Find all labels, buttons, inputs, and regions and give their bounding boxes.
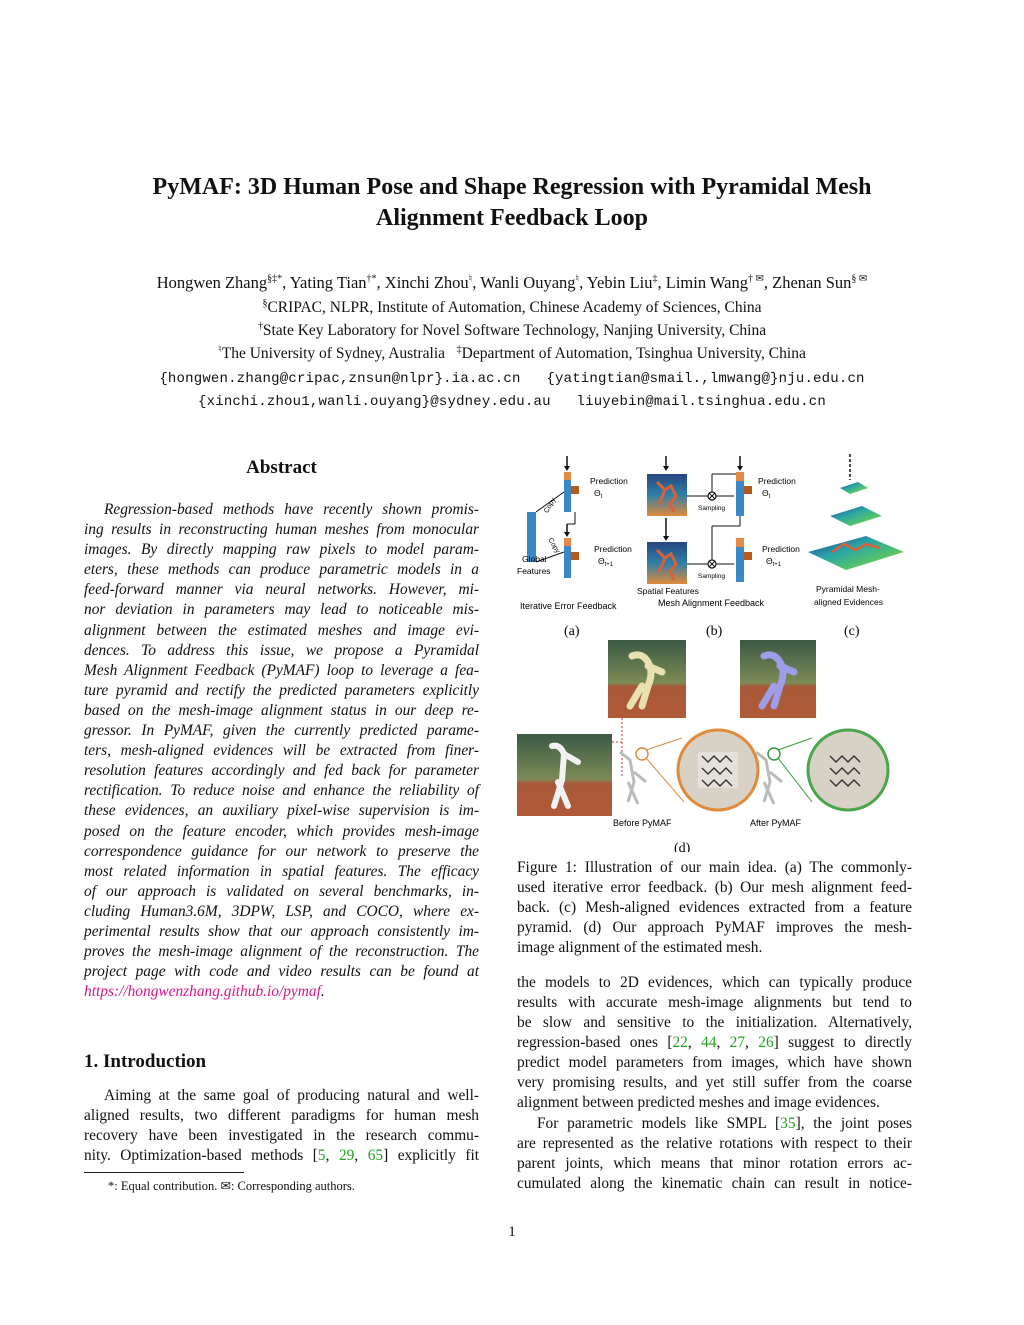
text-line: ture pyramid and rectify the predicted parameters explicitly	[84, 681, 479, 699]
text-line: resolution features accordingly and fed back for parameter	[84, 762, 479, 780]
mesh-alignment-label: Mesh Alignment Feedback	[658, 598, 765, 608]
affiliation-text: The University of Sydney, Australia	[221, 345, 446, 362]
text-line: perimental results show that our approach consistently im-	[84, 922, 479, 940]
text-line: pyramid. (d) Our approach PyMAF improves the mesh-	[517, 919, 912, 937]
author-name: Hongwen Zhang	[156, 273, 268, 292]
text-line: ters, mesh-aligned evidences will be extracted from finer-	[84, 742, 479, 760]
arrow-head	[564, 466, 570, 471]
text-line: very promising results, and yet still suffer from the coarse	[517, 1074, 912, 1092]
text-run: ] explicitly fit	[383, 1147, 479, 1164]
text-line: images. By directly mapping raw pixels to model param-	[84, 541, 479, 559]
text-line: rectification. To reduce noise and enhance the reliability of	[84, 782, 479, 800]
affiliation-sup: ‡	[456, 343, 462, 355]
text-line: gressor. In PyMAF, given the currently predicted parame-	[84, 722, 479, 740]
text-line: eters, these methods can produce parametric models in a	[84, 561, 479, 579]
right-paragraph-1	[517, 973, 912, 1033]
text-line: alignment between predicted meshes and image evidences.	[517, 1094, 880, 1112]
author-name: Wanli Ouyang	[480, 273, 576, 292]
citation-link[interactable]: 22	[672, 1034, 688, 1051]
text-line: based on the mesh-image alignment status in our deep re-	[84, 701, 479, 719]
text-line: dences. To address this issue, we propose a Pyramidal	[84, 641, 479, 659]
text-line: these evidences, an auxiliary pixel-wise supervision is im-	[84, 802, 479, 820]
sampling-label: Sampling	[698, 505, 726, 512]
panel-b	[637, 456, 800, 639]
email-text: liuyebin@mail.tsinghua.edu.cn	[576, 394, 826, 410]
email-line-2	[40, 391, 984, 414]
pyramid-level-2	[830, 506, 882, 526]
text-line: Mesh Alignment Feedback (PyMAF) loop to leverage a fea-	[84, 661, 479, 679]
intro-heading-wrap	[84, 1051, 479, 1073]
figure-1	[512, 452, 932, 852]
panel-a	[517, 456, 632, 639]
abstract-heading-wrap	[84, 457, 479, 479]
author-name: Limin Wang	[665, 273, 748, 292]
intro-body	[84, 1086, 479, 1146]
subfig-d-label: (d)	[674, 841, 691, 852]
theta-label: $\Theta_{t+1}$	[766, 556, 782, 568]
panel-d	[517, 640, 888, 852]
text-line: of our approach is validated on several benchmarks, in-	[84, 882, 479, 900]
text-line: feed-forward manner via neural networks. However, mi-	[84, 581, 479, 599]
subfig-c-label: (c)	[844, 624, 860, 639]
citation-link[interactable]: 26	[758, 1034, 774, 1051]
text-line: correspondence guidance for our network to preserve the	[84, 842, 479, 860]
spatial-feature-map	[647, 542, 687, 584]
figure-caption	[517, 858, 912, 958]
theta-label: $\Theta_{t+1}$	[598, 556, 614, 568]
zoom-circle-after	[808, 730, 888, 810]
text-line: parent joints, which means that minor rotation errors ac-	[517, 1155, 912, 1173]
author-sup: ♮	[468, 273, 473, 285]
affiliation-text: Department of Automation, Tsinghua University, China	[461, 345, 806, 362]
right-paragraph-1-rest	[517, 1053, 912, 1113]
subfig-a-label: (a)	[564, 624, 580, 639]
project-link[interactable]: https://hongwenzhang.github.io/pymaf	[84, 983, 321, 1001]
author-name: Zhenan Sun	[772, 273, 852, 292]
text-run: ], the joint poses	[795, 1115, 912, 1132]
text-line: the models to 2D evidences, which can typically produce	[517, 974, 912, 991]
mesh-wireframe	[756, 752, 782, 804]
theta-box	[744, 552, 752, 560]
text-run: For parametric models like SMPL [	[537, 1115, 781, 1132]
theta-box	[571, 552, 579, 560]
affiliation-1	[40, 296, 984, 319]
iterative-label: Iterative Error Feedback	[520, 601, 617, 611]
copy-label: Copy	[543, 496, 558, 515]
affiliation-text: CRIPAC, NLPR, Institute of Automation, Chinese Academy of Sciences, China	[267, 299, 762, 316]
citation-link[interactable]: 35	[780, 1115, 796, 1132]
author-list: Hongwen Zhang§‡*, Yating Tian†*, Xinchi Zhou♮, Wanli Ouyang♮, Yebin Liu‡, Limin Wang† ✉, Zhenan Sun§ ✉	[156, 273, 868, 292]
author-sup: §‡*	[267, 273, 283, 285]
text-line: used iterative error feedback. (b) Our mesh alignment feed-	[517, 879, 912, 897]
affiliation-sup: †	[257, 320, 263, 332]
title-line-2: Alignment Feedback Loop	[375, 205, 648, 231]
author-sup: † ✉	[747, 273, 764, 285]
text-line: predict model parameters from images, which have shown	[517, 1054, 912, 1071]
pyramid-level-3	[808, 536, 904, 570]
paper-title	[100, 172, 924, 234]
citation-link[interactable]: 29	[338, 1147, 355, 1164]
abstract-body	[84, 500, 479, 1002]
text-line: aligned results, two different paradigms for human mesh	[84, 1107, 479, 1125]
right-p2-first-line	[517, 1114, 912, 1134]
right-p1-citation-line: regression-based ones [22, 44, 27, 26] suggest to directly	[517, 1034, 912, 1051]
global-features-label: Global	[522, 554, 547, 564]
prediction-label: Prediction	[594, 544, 632, 554]
pyramid-level-1	[840, 482, 868, 494]
affiliation-2	[40, 319, 984, 342]
prediction-label: Prediction	[758, 476, 796, 486]
affiliation-text: State Key Laboratory for Novel Software Technology, Nanjing University, China	[262, 322, 767, 339]
prediction-label: Prediction	[762, 544, 800, 554]
author-name: Xinchi Zhou	[384, 273, 469, 292]
text-line: image alignment of the estimated mesh.	[517, 939, 763, 957]
author-sup: ‡	[652, 273, 658, 285]
author-sup: ♮	[575, 273, 580, 285]
text-line: alignment between the estimated meshes and image evi-	[84, 621, 479, 639]
theta-box	[571, 486, 579, 494]
global-features-label: Features	[517, 566, 551, 576]
after-label: After PyMAF	[750, 818, 802, 828]
prediction-label: Prediction	[590, 476, 628, 486]
text-line: project page with code and video results can be found at	[84, 963, 479, 981]
citation-link[interactable]: 5	[317, 1147, 326, 1164]
section-heading: 1. Introduction	[84, 1051, 207, 1072]
text-line: recovery have been investigated in the research commu-	[84, 1127, 479, 1145]
text-line: proves the mesh-image alignment of the reconstruction. The	[84, 943, 479, 961]
citation-link[interactable]: 44	[701, 1034, 717, 1051]
after-image	[740, 640, 816, 718]
pyramidal-label: Pyramidal Mesh-	[816, 584, 880, 594]
before-label: Before PyMAF	[613, 818, 672, 828]
author-sup: § ✉	[851, 273, 868, 285]
feature-bar-top	[564, 472, 571, 480]
email-text: {hongwen.zhang@cripac,znsun@nlpr}.ia.ac.cn	[159, 371, 521, 387]
page-number: 1	[508, 1224, 516, 1240]
theta-label: $\Theta_t$	[762, 488, 771, 500]
email-text: {yatingtian@smail.,lmwang@}nju.edu.cn	[546, 371, 865, 387]
affiliation-sup: §	[262, 297, 268, 309]
text-line: ing results in reconstructing human meshes from monocular	[84, 521, 479, 539]
author-name: Yebin Liu	[586, 273, 653, 292]
citation-link[interactable]: 65	[367, 1147, 384, 1164]
text-line: Figure 1: Illustration of our main idea. (a) The commonly-	[517, 859, 912, 876]
affiliation-sup: ♮	[218, 343, 222, 355]
spatial-feature-map	[647, 474, 687, 516]
text-line: most related information in spatial features. The efficacy	[84, 862, 479, 880]
text-line: cumulated along the kinematic chain can result in notice-	[517, 1175, 912, 1193]
author-name: Yating Tian	[289, 273, 367, 292]
text-line: results with accurate mesh-image alignments but tend to	[517, 994, 912, 1012]
text-run: ] suggest to directly	[773, 1034, 912, 1051]
text-line: Aiming at the same goal of producing natural and well-	[104, 1087, 479, 1104]
right-paragraph-2-rest	[517, 1134, 912, 1194]
intro-last-line: nity. Optimization-based methods [5, 29, 65] explicitly fit	[84, 1147, 479, 1164]
pyramidal-label: aligned Evidences	[814, 597, 883, 607]
spatial-features-label: Spatial Features	[637, 586, 699, 596]
title-line-1: PyMAF: 3D Human Pose and Shape Regression with Pyramidal Mesh	[152, 174, 872, 200]
text-line: be slow and sensitive to the initialization. Alternatively,	[517, 1014, 912, 1032]
text-line: nor deviation in parameters may lead to noticeable mis-	[84, 601, 479, 619]
panel-c	[808, 454, 904, 639]
text-line: Regression-based methods have recently shown promis-	[104, 501, 479, 518]
figure-diagram	[512, 452, 932, 852]
sampling-label: Sampling	[698, 573, 726, 580]
text-line	[84, 982, 479, 1002]
email-line-1	[40, 368, 984, 391]
text-line: are represented as the relative rotations with respect to their	[517, 1135, 912, 1152]
copy-label: Copy	[546, 537, 561, 555]
theta-label: $\Theta_t$	[594, 488, 603, 500]
text-line: cluding Human3.6M, 3DPW, LSP, and COCO, where ex-	[84, 902, 479, 920]
text-run: nity. Optimization-based methods [	[84, 1147, 318, 1164]
subfig-b-label: (b)	[706, 624, 723, 639]
text-run: .	[320, 983, 325, 1001]
email-text: {xinchi.zhou1,wanli.ouyang}@sydney.edu.au	[198, 394, 551, 410]
affiliation-3-4	[40, 342, 984, 365]
theta-box	[744, 486, 752, 494]
text-line: posed on the feature encoder, which provides mesh-image	[84, 822, 479, 840]
footnote-rule	[84, 1172, 244, 1173]
footnote: *: Equal contribution. ✉: Corresponding authors.	[108, 1179, 355, 1193]
abstract-heading: Abstract	[246, 457, 317, 478]
author-sup: †*	[366, 273, 377, 285]
citation-link[interactable]: 27	[729, 1034, 746, 1051]
text-run: regression-based ones [	[517, 1034, 673, 1051]
text-line: back. (c) Mesh-aligned evidences extracted from a feature	[517, 899, 912, 917]
